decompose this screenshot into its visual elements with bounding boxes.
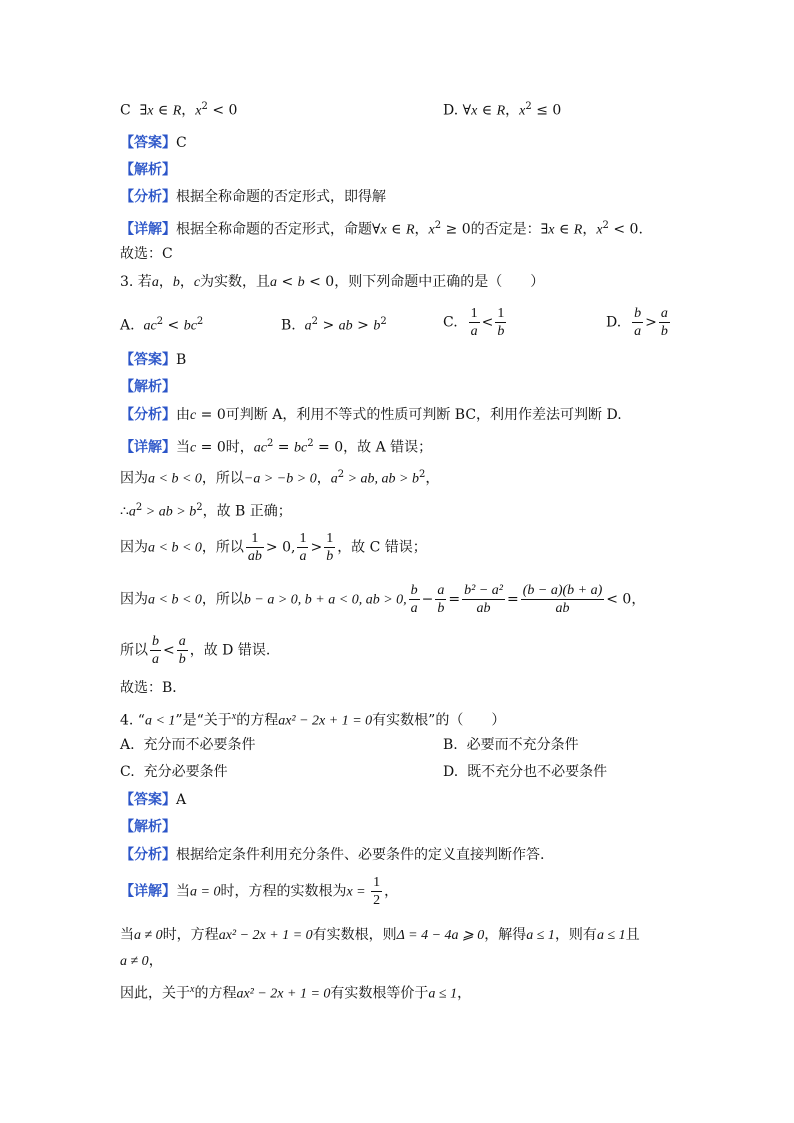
q4-detail-3: a ≠ 0，	[120, 953, 163, 969]
q3-detail-1: 【详解】当c = 0时，$ac^2 = bc^2 = 0$，故 A 错误；	[120, 438, 433, 456]
q3-detail-6: 所以 $\frac{b}{a}$ < $\frac{a}{b}$ ，故 D 错误.	[120, 634, 271, 667]
q3-choose: 故选：B．	[120, 680, 187, 696]
q2-fenxi: 【分析】根据全称命题的否定形式，即得解	[120, 189, 386, 205]
q4-answer: 【答案】A	[120, 792, 187, 808]
q3-detail-3: $\therefore a^2$ > ab > $b^2$，故 B 正确；	[120, 502, 292, 520]
q3-option-a: A. $ac^2 < bc^2$	[120, 316, 204, 334]
q4-option-a: A. 充分而不必要条件	[120, 737, 256, 753]
q2-option-c: C ∃x ∈ R，$x^2 < 0$	[120, 101, 238, 119]
q4-fenxi: 【分析】根据给定条件利用充分条件、必要条件的定义直接判断作答.	[120, 847, 545, 863]
q2-option-d: D. ∀x ∈ R，$x^2 \le 0$	[443, 101, 562, 119]
q4-option-b: B. 必要而不充分条件	[443, 737, 579, 753]
q3-stem: 3. 若a，b，c为实数，且a < b < 0，则下列命题中正确的是（ ）	[120, 274, 545, 290]
q3-analysis-heading: 【解析】	[120, 379, 176, 395]
q3-option-b: B. $a^2$ > ab > $b^2$	[281, 316, 387, 334]
q3-detail-5: 因为a < b < 0，所以b − a > 0, b + a < 0, ab > 0, $\frac{b}{a}$ − $\frac{a}{b}$ = $\frac{\text{b² − a²}}{ab}$ = $\frac{(b - a)(b + a)}{ab}$ < 0，	[120, 583, 646, 616]
q2-answer: 【答案】C	[120, 135, 187, 151]
q2-detail: 【详解】根据全称命题的否定形式，命题∀x ∈ R，$x^2 \ge 0$的否定是：∃x ∈ R，$x^2 < 0$.	[120, 220, 643, 238]
q4-analysis-heading: 【解析】	[120, 819, 176, 835]
q4-option-c: C. 充分必要条件	[120, 764, 228, 780]
q3-option-d: D. $\frac{b}{a}$ > $\frac{a}{b}$	[606, 306, 668, 339]
q4-option-d: D. 既不充分也不必要条件	[443, 764, 608, 780]
q3-answer: 【答案】B	[120, 352, 187, 368]
q4-detail-4: 因此，关于$^x$的方程ax² − 2x + 1 = 0有实数根等价于a ≤ 1，	[120, 984, 472, 1002]
q3-detail-4: 因为a < b < 0，所以 $\frac{1}{ab}$ > 0, $\frac{1}{a}$ > $\frac{1}{b}$ ，故 C 错误；	[120, 531, 427, 564]
q3-detail-2: 因为a < b < 0，所以−a > −b > 0，$a^2$ > ab, ab > $b^2$，	[120, 469, 440, 487]
q4-detail-2: 当a ≠ 0时，方程ax² − 2x + 1 = 0有实数根，则Δ = 4 − 4a ⩾ 0，解得a ≤ 1，则有a ≤ 1且	[120, 927, 640, 943]
q4-detail-1: 【详解】当a = 0时，方程的实数根为x = $\frac{1}{2}$ ，	[120, 875, 399, 908]
q3-fenxi: 【分析】由c = 0可判断 A，利用不等式的性质可判断 BC，利用作差法可判断 D.	[120, 407, 622, 423]
q2-analysis-heading: 【解析】	[120, 162, 176, 178]
q3-option-c: C. $\frac{1}{a}$ < $\frac{1}{b}$	[443, 306, 505, 339]
q2-choose: 故选：C	[120, 246, 173, 262]
q4-stem: 4. “a < 1”是“关于$^x$的方程ax² − 2x + 1 = 0有实数根”的（ ）	[120, 711, 506, 729]
